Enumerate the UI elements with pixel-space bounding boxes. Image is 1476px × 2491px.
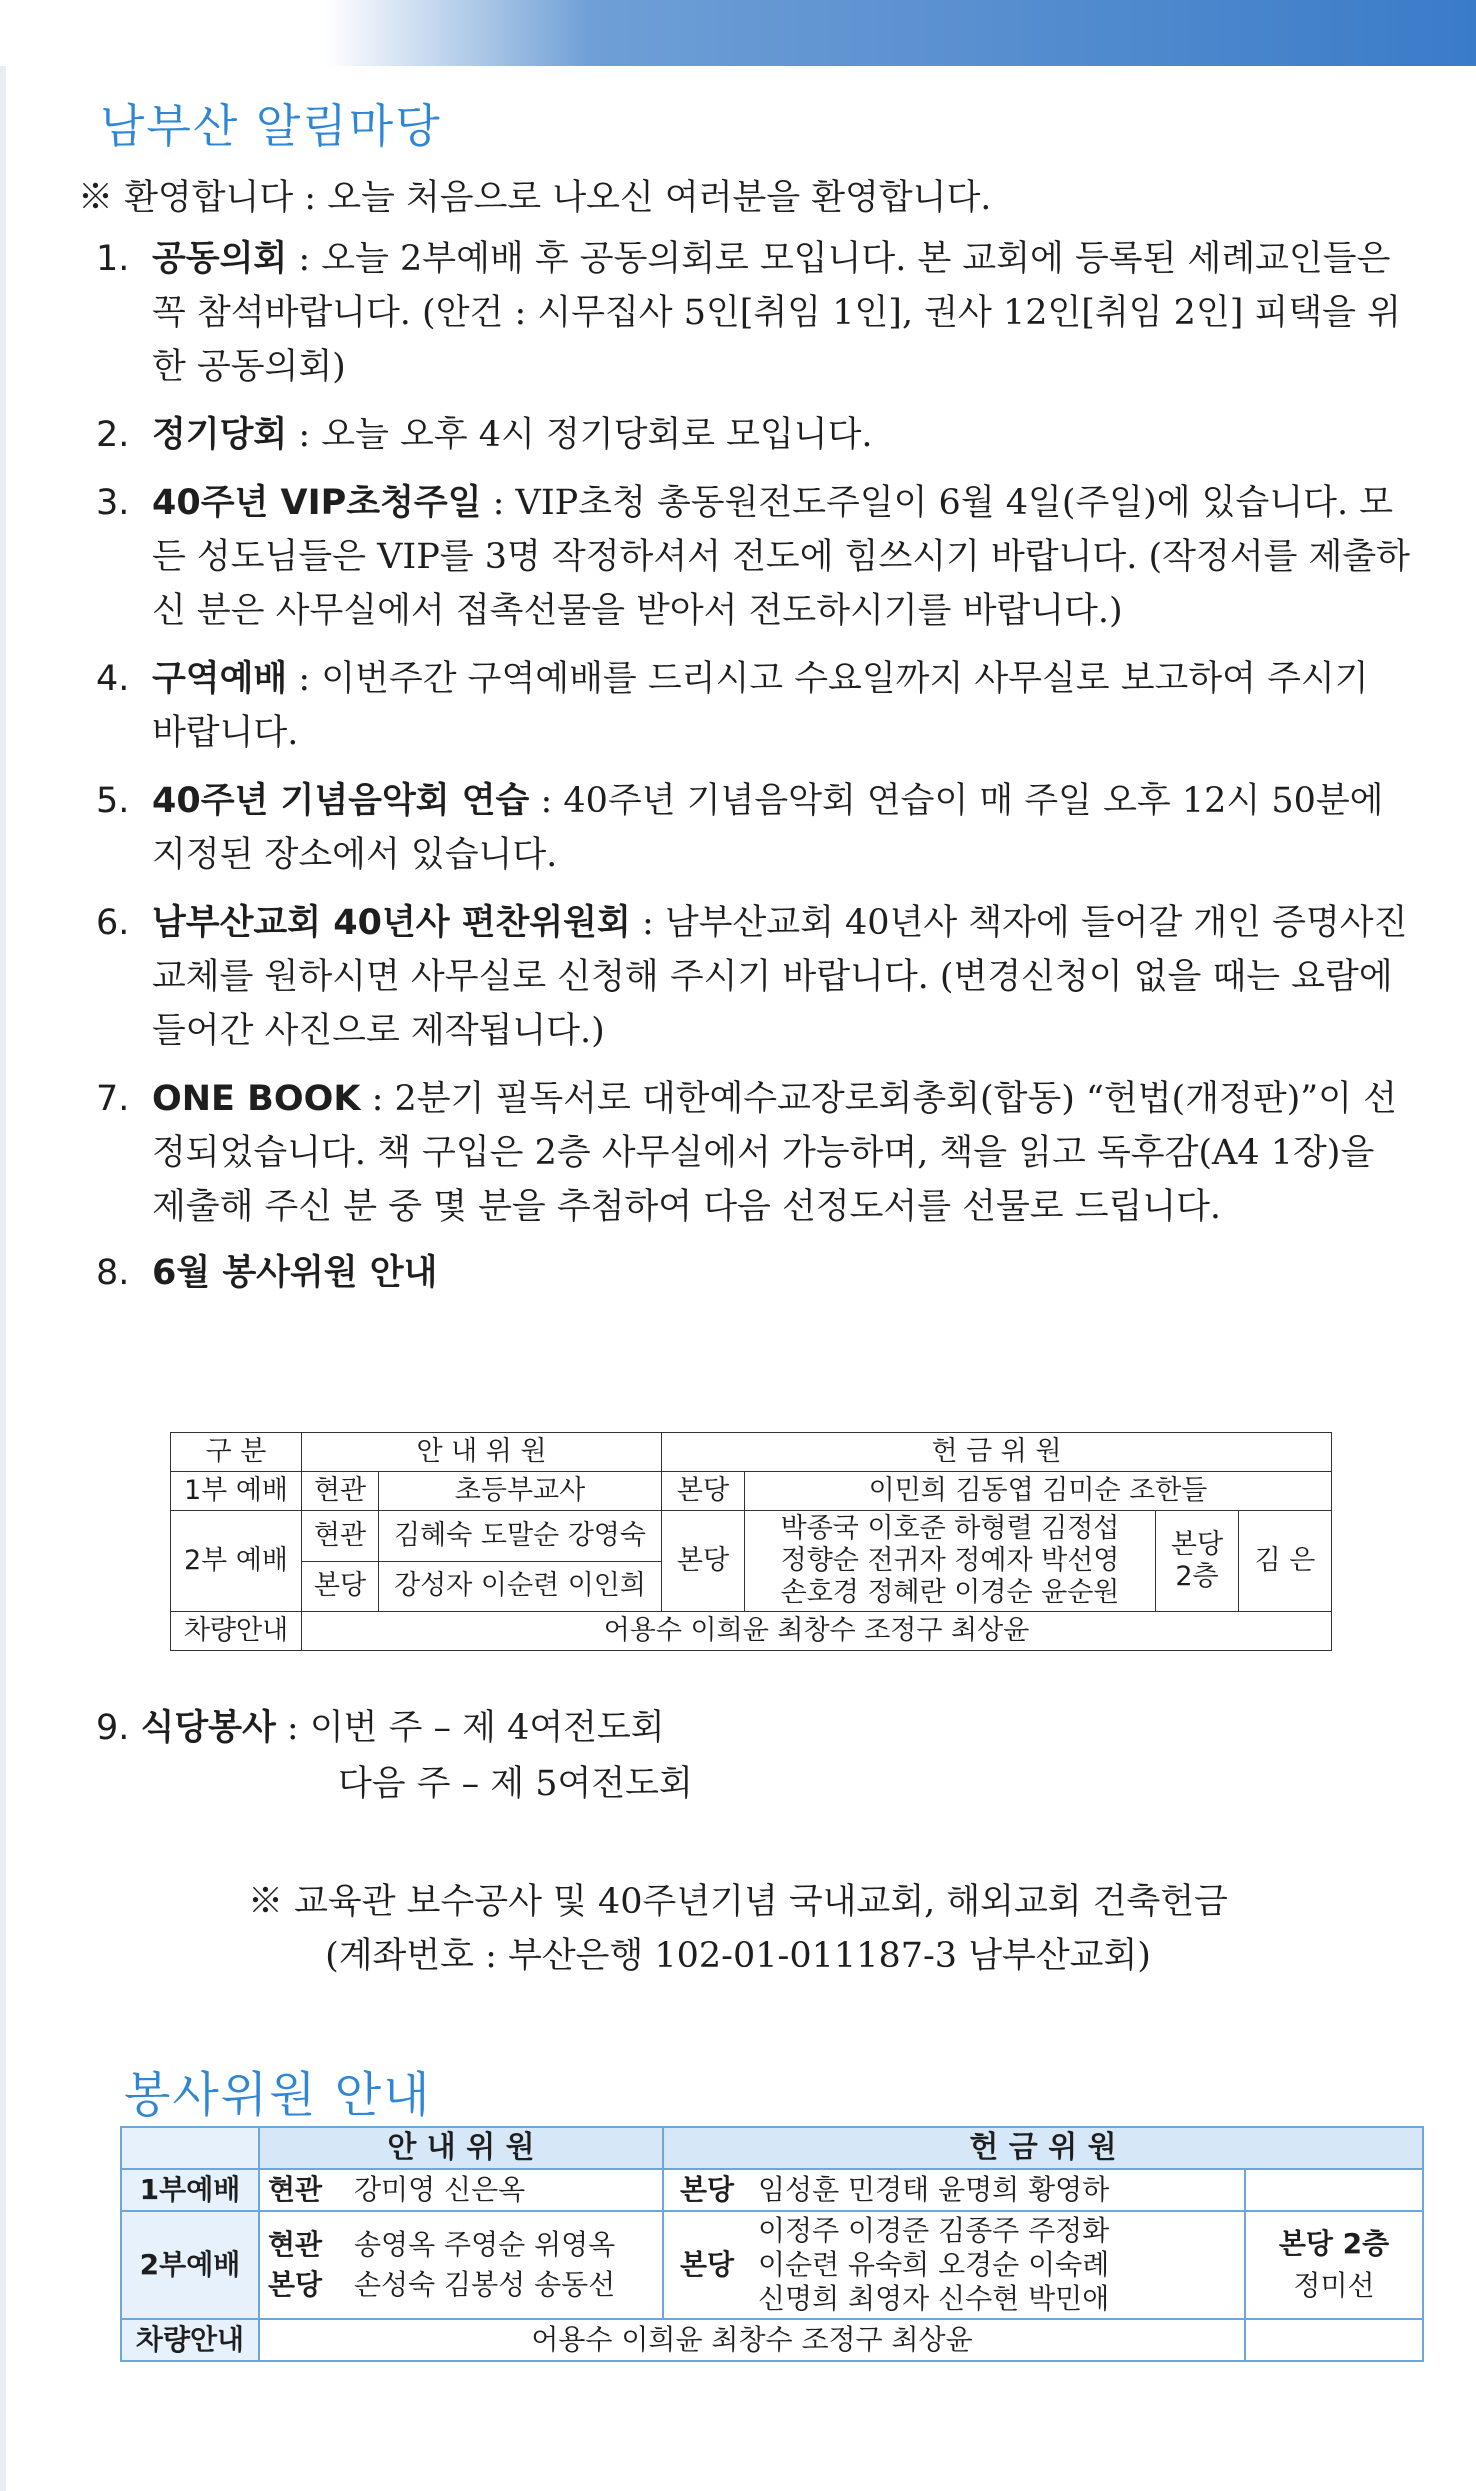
header-cell: 안 내 위 원 bbox=[259, 2127, 663, 2169]
driver-cell: 어용수 이희윤 최창수 조정구 최상윤 bbox=[302, 1612, 1332, 1651]
notice-item bbox=[96, 896, 1412, 1058]
floor-cell: 본당 2층 bbox=[1156, 1511, 1239, 1612]
location-label: 현관 bbox=[268, 2228, 323, 2261]
table-row bbox=[121, 2169, 1423, 2211]
table-row bbox=[121, 2211, 1423, 2319]
item-number: 2. bbox=[96, 415, 130, 455]
item-text: 다음 주 – 제 5여전도회 bbox=[338, 1764, 693, 1804]
header-cell: 헌 금 위 원 bbox=[662, 1433, 1332, 1472]
item-text: : VIP초청 총동원전도주일이 6월 4일(주일)에 있습니다. 모든 성도님들은 VIP를 3명 작정하셔서 전도에 힘쓰시기 바랍니다. (작정서를 제출하신 분은 사무실에서 접촉선물을 받아서 전도하시기를 바랍니다.) bbox=[152, 483, 1410, 631]
item-text: : 남부산교회 40년사 책자에 들어갈 개인 증명사진 교체를 원하시면 사무실로 신청해 주시기 바랍니다. (변경신청이 없을 때는 요람에 들어간 사진으로 제작됩니다.) bbox=[152, 903, 1408, 1051]
notice-item bbox=[96, 476, 1412, 638]
item-heading: 공동의회 bbox=[152, 239, 288, 279]
offering-line: 정향순 전귀자 정예자 박선영 bbox=[780, 1545, 1120, 1576]
notice-item bbox=[96, 408, 1412, 462]
notice-list bbox=[96, 232, 1412, 1308]
location-label: 본당 bbox=[268, 2268, 323, 2301]
item-heading: 40주년 기념음악회 연습 bbox=[152, 781, 530, 821]
volunteer-table bbox=[120, 2126, 1424, 2362]
guide-line: 송영옥 주영순 위영옥 bbox=[354, 2228, 616, 2261]
notice-item bbox=[96, 232, 1412, 394]
offering-line: 신명희 최영자 신수현 박민애 bbox=[758, 2282, 1110, 2315]
location-cell: 본당 bbox=[663, 2169, 750, 2211]
top-color-band bbox=[0, 0, 1476, 66]
driver-cell: 어용수 이희윤 최창수 조정구 최상윤 bbox=[259, 2319, 1245, 2361]
item-heading: 식당봉사 bbox=[140, 1708, 276, 1748]
notice-item bbox=[96, 1072, 1412, 1234]
empty-cell bbox=[1245, 2319, 1423, 2361]
row-label: 2부예배 bbox=[121, 2211, 259, 2319]
location-cell bbox=[259, 2211, 346, 2319]
item-heading: 남부산교회 40년사 편찬위원회 bbox=[152, 903, 631, 943]
guide-cell: 강미영 신은옥 bbox=[346, 2169, 663, 2211]
notice-item bbox=[96, 774, 1412, 882]
page-edge bbox=[0, 66, 6, 2491]
item-text: : 이번주간 구역예배를 드리시고 수요일까지 사무실로 보고하여 주시기 바랍니다. bbox=[152, 659, 1369, 753]
table-row bbox=[171, 1433, 1332, 1472]
section-title-volunteers: 봉사위원 안내 bbox=[124, 2067, 432, 2123]
guide-cell: 초등부교사 bbox=[379, 1472, 662, 1511]
item-number: 9. bbox=[96, 1708, 130, 1748]
item-number: 4. bbox=[96, 659, 130, 699]
item-heading: 6월 봉사위원 안내 bbox=[152, 1253, 438, 1293]
item-number: 7. bbox=[96, 1079, 130, 1119]
item-number: 6. bbox=[96, 903, 130, 943]
account-number: (계좌번호 : 부산은행 102-01-011187-3 남부산교회) bbox=[325, 1936, 1151, 1976]
item-number: 3. bbox=[96, 483, 130, 523]
location-cell: 현관 bbox=[302, 1472, 379, 1511]
location-cell: 본당 bbox=[663, 2211, 750, 2319]
floor-cell bbox=[1245, 2211, 1423, 2319]
header-cell: 안 내 위 원 bbox=[302, 1433, 662, 1472]
welcome-line: ※ 환영합니다 : 오늘 처음으로 나오신 여러분을 환영합니다. bbox=[78, 178, 992, 218]
location-cell: 현관 bbox=[302, 1511, 379, 1562]
item-heading: 정기당회 bbox=[152, 415, 288, 455]
item-text: : 오늘 2부예배 후 공동의회로 모입니다. 본 교회에 등록된 세례교인들은 꼭 참석바랍니다. (안건 : 시무집사 5인[취임 1인], 권사 12인[취임 2인] 피택을 위한 공동의회) bbox=[152, 239, 1401, 387]
location-cell: 본당 bbox=[662, 1511, 745, 1612]
header-cell bbox=[121, 2127, 259, 2169]
row-label: 차량안내 bbox=[171, 1612, 302, 1651]
item-heading: ONE BOOK bbox=[152, 1079, 361, 1119]
offering-cell: 이민희 김동엽 김미순 조한들 bbox=[745, 1472, 1332, 1511]
guide-cell: 강성자 이순련 이인희 bbox=[379, 1561, 662, 1612]
item-heading: 40주년 VIP초청주일 bbox=[152, 483, 482, 523]
notice-item bbox=[96, 652, 1412, 760]
offering-line: 박종국 이호준 하형렬 김정섭 bbox=[780, 1513, 1120, 1544]
item-text: : 이번 주 – 제 4여전도회 bbox=[275, 1708, 665, 1748]
item-text: : 40주년 기념음악회 연습이 매 주일 오후 12시 50분에 지정된 장소에서 있습니다. bbox=[152, 781, 1384, 875]
row-label: 1부 예배 bbox=[171, 1472, 302, 1511]
item-text: : 2분기 필독서로 대한예수교장로회총회(합동) “헌법(개정판)”이 선정되었습니다. 책 구입은 2층 사무실에서 가능하며, 책을 읽고 독후감(A4 1장)을 제출해 주신 분 중 몇 분을 추첨하여 다음 선정도서를 선물로 드립니다. bbox=[152, 1079, 1397, 1227]
guide-cell: 김혜숙 도말순 강영숙 bbox=[379, 1511, 662, 1562]
table-row bbox=[171, 1612, 1332, 1651]
offering-line: 이정주 이경준 김종주 주정화 bbox=[758, 2214, 1110, 2247]
table-row bbox=[121, 2319, 1423, 2361]
building-fund-notice: ※ 교육관 보수공사 및 40주년기념 국내교회, 해외교회 건축헌금 bbox=[248, 1882, 1228, 1922]
offering-line: 손호경 정혜란 이경순 윤순원 bbox=[780, 1577, 1120, 1608]
section-title-notices: 남부산 알림마당 bbox=[100, 99, 442, 153]
offering-cell bbox=[750, 2211, 1245, 2319]
empty-cell bbox=[1245, 2169, 1423, 2211]
item-number: 5. bbox=[96, 781, 130, 821]
table-row bbox=[121, 2127, 1423, 2169]
item-number: 8. bbox=[96, 1253, 130, 1293]
location-cell: 본당 bbox=[302, 1561, 379, 1612]
table-row bbox=[171, 1511, 1332, 1562]
table-row bbox=[171, 1472, 1332, 1511]
item-text: : 오늘 오후 4시 정기당회로 모입니다. bbox=[287, 415, 873, 455]
offering-line: 이순련 유숙희 오경순 이숙례 bbox=[758, 2248, 1110, 2281]
row-label: 1부예배 bbox=[121, 2169, 259, 2211]
notice-item bbox=[96, 1246, 1412, 1300]
row-label: 차량안내 bbox=[121, 2319, 259, 2361]
notice-item-kitchen bbox=[96, 1700, 693, 1812]
header-cell: 구 분 bbox=[171, 1433, 302, 1472]
item-number: 1. bbox=[96, 239, 130, 279]
offering-cell bbox=[745, 1511, 1156, 1612]
header-cell: 헌 금 위 원 bbox=[663, 2127, 1423, 2169]
offering-cell: 임성훈 민경태 윤명희 황영하 bbox=[750, 2169, 1245, 2211]
guide-cell bbox=[346, 2211, 663, 2319]
item-heading: 구역예배 bbox=[152, 659, 288, 699]
june-volunteer-table bbox=[170, 1432, 1332, 1651]
location-cell: 본당 bbox=[662, 1472, 745, 1511]
guide-line: 손성숙 김봉성 송동선 bbox=[354, 2268, 616, 2301]
floor-name-cell: 김 은 bbox=[1239, 1511, 1332, 1612]
floor-label: 본당 2층 bbox=[1278, 2227, 1390, 2260]
floor-name: 정미선 bbox=[1293, 2269, 1375, 2302]
row-label: 2부 예배 bbox=[171, 1511, 302, 1612]
location-cell: 현관 bbox=[259, 2169, 346, 2211]
